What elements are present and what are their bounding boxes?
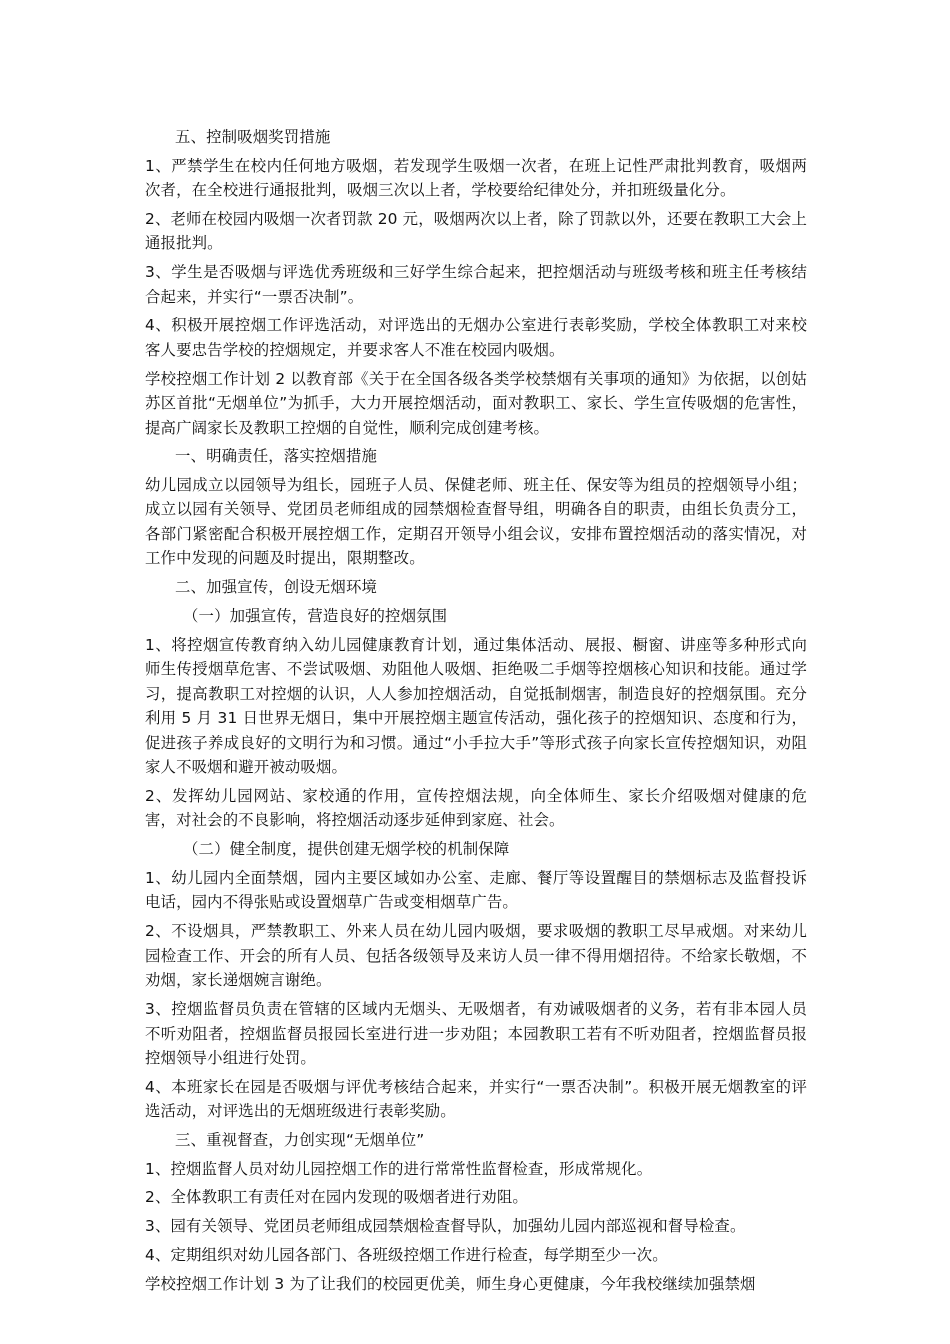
section-heading-responsibility: 一、明确责任，落实控烟措施 bbox=[175, 447, 378, 466]
paragraph: 2、老师在校园内吸烟一次者罚款 20 元，吸烟两次以上者，除了罚款以外，还要在教职工大会上通报批判。 bbox=[145, 209, 807, 253]
paragraph: 1、严禁学生在校内任何地方吸烟，若发现学生吸烟一次者，在班上记性严肃批判教育，吸烟两次者，在全校进行通报批判，吸烟三次以上者，学校要给纪律处分，并扣班级量化分。 bbox=[145, 156, 807, 199]
document-page bbox=[145, 125, 807, 1301]
paragraph: 1、幼儿园内全面禁烟，园内主要区域如办公室、走廊、餐厅等设置醒目的禁烟标志及监督投诉电话，园内不得张贴或设置烟草广告或变相烟草广告。 bbox=[145, 868, 807, 912]
subsection-heading-atmosphere: （一）加强宣传，营造良好的控烟氛围 bbox=[183, 606, 448, 625]
paragraph-plan-3-intro: 学校控烟工作计划 3 为了让我们的校园更优美，师生身心更健康，今年我校继续加强禁烟 bbox=[145, 1274, 756, 1293]
paragraph: 1、将控烟宣传教育纳入幼儿园健康教育计划，通过集体活动、展报、橱窗、讲座等多种形式向师生传授烟草危害、不尝试吸烟、劝阻他人吸烟、拒绝吸二手烟等控烟核心知识和技能。通过学习，提高教职工对控烟的认识，人人参加控烟活动，自觉抵制烟害，制造良好的控烟氛围。充分利用 5 月 31 日世界无烟日，集中开展控烟主题宣传活动，强化孩子的控烟知识、态度和行为，促进孩子养成良好的文明行为和习惯。通过“小手拉大手”等形式孩子向家长宣传控烟知识，劝阻家人不吸烟和避开被动吸烟。 bbox=[145, 635, 807, 777]
section-heading-publicity: 二、加强宣传，创设无烟环境 bbox=[175, 578, 378, 597]
paragraph: 2、不设烟具，严禁教职工、外来人员在幼儿园内吸烟，要求吸烟的教职工尽早戒烟。对来幼儿园检查工作、开会的所有人员、包括各级领导及来访人员一律不得用烟招待。不给家长敬烟，不劝烟，家长递烟婉言谢绝。 bbox=[145, 922, 807, 990]
paragraph: 3、园有关领导、党团员老师组成园禁烟检查督导队，加强幼儿园内部巡视和督导检查。 bbox=[145, 1217, 746, 1236]
section-heading-penalties: 五、控制吸烟奖罚措施 bbox=[175, 128, 331, 146]
section-heading-supervision: 三、重视督查，力创实现“无烟单位” bbox=[175, 1131, 425, 1150]
paragraph: 3、控烟监督员负责在管辖的区域内无烟头、无吸烟者，有劝诫吸烟者的义务，若有非本园人员不听劝阻者，控烟监督员报园长室进行进一步劝阻；本园教职工若有不听劝阻者，控烟监督员报控烟领导小组进行处罚。 bbox=[145, 1000, 807, 1068]
paragraph: 4、本班家长在园是否吸烟与评优考核结合起来，并实行“一票否决制”。积极开展无烟教室的评选活动，对评选出的无烟班级进行表彰奖励。 bbox=[145, 1077, 807, 1121]
paragraph: 1、控烟监督人员对幼儿园控烟工作的进行常常性监督检查，形成常规化。 bbox=[145, 1159, 653, 1178]
subsection-heading-system: （二）健全制度，提供创建无烟学校的机制保障 bbox=[183, 840, 510, 859]
paragraph: 2、发挥幼儿园网站、家校通的作用，宣传控烟法规，向全体师生、家长介绍吸烟对健康的危害，对社会的不良影响，将控烟活动逐步延伸到家庭、社会。 bbox=[145, 786, 807, 830]
paragraph: 2、全体教职工有责任对在园内发现的吸烟者进行劝阻。 bbox=[145, 1188, 528, 1207]
paragraph: 3、学生是否吸烟与评选优秀班级和三好学生综合起来，把控烟活动与班级考核和班主任考核结合起来，并实行“一票否决制”。 bbox=[145, 263, 807, 306]
paragraph: 4、积极开展控烟工作评选活动，对评选出的无烟办公室进行表彰奖励，学校全体教职工对来校客人要忠告学校的控烟规定，并要求客人不准在校园内吸烟。 bbox=[145, 316, 807, 359]
paragraph-plan-2-intro: 学校控烟工作计划 2 以教育部《关于在全国各级各类学校禁烟有关事项的通知》为依据，以创姑苏区首批“无烟单位”为抓手，大力开展控烟活动，面对教职工、家长、学生宣传吸烟的危害性，提高广阔家长及教职工控烟的自觉性，顺利完成创建考核。 bbox=[145, 369, 807, 437]
paragraph: 4、定期组织对幼儿园各部门、各班级控烟工作进行检查，每学期至少一次。 bbox=[145, 1246, 668, 1265]
paragraph: 幼儿园成立以园领导为组长，园班子人员、保健老师、班主任、保安等为组员的控烟领导小组；成立以园有关领导、党团员老师组成的园禁烟检查督导组，明确各自的职责，由组长负责分工，各部门紧密配合积极开展控烟工作，定期召开领导小组会议，安排布置控烟活动的落实情况，对工作中发现的问题及时提出，限期整改。 bbox=[145, 475, 807, 568]
